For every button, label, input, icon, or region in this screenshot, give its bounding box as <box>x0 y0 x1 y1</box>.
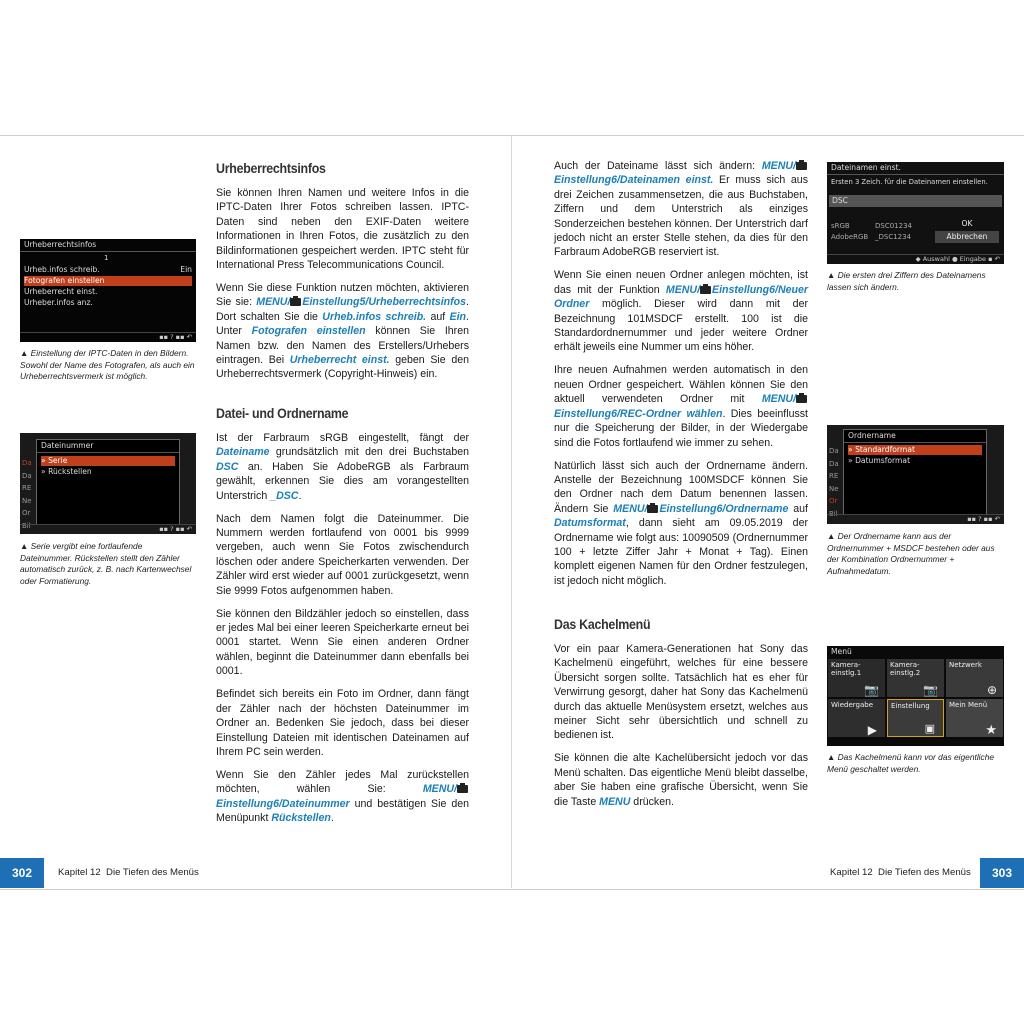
preview-value: _DSC1234 <box>875 233 912 241</box>
filename-screenshot <box>827 162 1004 264</box>
tile-menu-screenshot <box>827 646 1004 746</box>
caption: ▲ Einstellung der IPTC-Daten in den Bildern. Sowohl der Name des Fotografen, als auch ein Urheberrechtsvermerk ist möglich. <box>20 348 195 382</box>
running-footer: Kapitel 12 Die Tiefen des Menüs <box>58 867 199 878</box>
screen-footer: ◆ Auswahl ● Eingabe ▪ ↶ <box>827 254 1004 264</box>
caption: ▲ Die ersten drei Ziffern des Dateinamens lassen sich ändern. <box>827 270 986 292</box>
caption: ▲ Der Ordnername kann aus der Ordnernummer + MSDCF bestehen oder aus der Kombination Ordnernummer + Aufnahmedatum. <box>827 531 995 576</box>
background-menu: Da Da RE Ne Or Bil <box>22 459 32 530</box>
camera-icon: 📷 <box>923 683 938 697</box>
tile-camera-2: Kamera-einstlg.2 📷 <box>887 659 944 697</box>
menu-item: Urheb.infos schreib. Ein <box>24 265 192 274</box>
preview-row: AdobeRGB <box>831 233 869 241</box>
toolbox-icon <box>796 162 807 170</box>
screen-footer: ▪▪ ? ▪▪ ↶ <box>20 524 196 534</box>
page-indicator: 1 <box>104 254 109 262</box>
paragraph: Auch der Dateiname lässt sich ändern: MENU/Einstellung6/Dateinamen einst. Er muss sich aus drei Zeichen zusammensetzen, die aus Buchstaben, Ziffern und dem Unterstrich als einziges Sonderzeichen bestehen können. Der Unterstrich darf jedoch nicht an erster Stelle stehen, da dies für den Farbraum AdobeRGB reserviert ist. <box>554 160 808 259</box>
tile-playback: Wiedergabe ▶ <box>828 699 885 737</box>
section-heading: Das Kachelmenü <box>554 617 651 632</box>
running-footer: Kapitel 12 Die Tiefen des Menüs <box>830 867 971 878</box>
text-column <box>216 186 469 390</box>
toolbox-icon <box>457 785 468 793</box>
paragraph: Sie können die alte Kachelübersicht jedoch vor das Menü schalten. Das eigentliche Menü bleibt dasselbe, aber Sie haben eine grafische Übersicht, wenn Sie die Taste MENU drücken. <box>554 752 808 808</box>
paragraph: Nach dem Namen folgt die Dateinummer. Die Nummern werden fortlaufend von 0001 bis 9999 vergeben, auch wenn Sie Fotos zwischendurch löschen oder andere Speicherkarten verwenden. Der Zähler wird erst wieder auf 0001 zurückgesetzt, wenn Sie 9999 Fotos aufgenommen haben. <box>216 512 469 597</box>
name-field: DSC <box>829 195 1002 207</box>
toolbox-icon <box>290 298 301 306</box>
hint-text: Ersten 3 Zeich. für die Dateinamen einstellen. <box>831 178 988 186</box>
globe-icon: ⊕ <box>986 683 997 697</box>
screen-footer: ▪▪ ? ▪▪ ↶ <box>20 332 196 342</box>
background-menu: Da Da RE Ne Or Bil <box>829 447 839 518</box>
menu-item: Urheber.infos anz. <box>24 298 93 307</box>
tile-my-menu: Mein Menü ★ <box>946 699 1003 737</box>
text-column <box>554 159 808 597</box>
menu-item-selected: Fotografen einstellen <box>24 276 192 286</box>
page-number: 303 <box>980 858 1024 888</box>
paragraph: Befindet sich bereits ein Foto im Ordner, dann fängt der Zähler nach der höchsten Dateinummer im Ordner an. Bedenken Sie jedoch, dass bei dieser Einstellung Dateien mit identischen Dateinamen auf Ihrem PC sein werden. <box>216 688 469 758</box>
ok-button: OK <box>961 219 973 228</box>
caption: ▲ Das Kachelmenü kann vor das eigentliche Menü geschaltet werden. <box>827 752 995 774</box>
paragraph: Ist der Farbraum sRGB eingestellt, fängt der Dateiname grundsätzlich mit den drei Buchstaben DSC an. Haben Sie AdobeRGB als Farbraum gewählt, erkennen Sie dies am vorangestellten Unterstrich _DSC. <box>216 432 469 502</box>
right-page <box>512 135 1024 888</box>
caption: ▲ Serie vergibt eine fortlaufende Dateinummer. Rückstellen stellt den Zähler automatisch zurück, z. B. nach Kartenwechsel oder Formatierung. <box>20 541 192 586</box>
section-heading: Datei- und Ordnername <box>216 406 349 421</box>
play-icon: ▶ <box>867 723 877 737</box>
text-column <box>216 431 469 834</box>
option: » Rückstellen <box>41 467 92 476</box>
popup-dialog <box>36 439 180 525</box>
toolbox-icon <box>647 505 658 513</box>
iptc-menu-screenshot <box>20 239 196 342</box>
paragraph: Wenn Sie diese Funktion nutzen möchten, aktivieren Sie sie: MENU/ Einstellung5/Urheberrechtsinfos. Dort schalten Sie die Urheb.infos schreib. auf Ein. Unter Fotografen einstellen können Sie Ihren Namen bzw. den Namen des Erstellers/Urhebers eintragen. Bei Urheberrecht einst. geben Sie den Urheberrechtsvermerk (Copyright-Hinweis) ein. <box>216 282 469 381</box>
folder-name-screenshot <box>827 425 1004 524</box>
paragraph: Sie können den Bildzähler jedoch so einstellen, dass er jedes Mal bei einer leeren Speicherkarte erneut bei 0001 startet. Wenn Sie einen anderen Ordner wählen, beginnt die Dateinummer dann ebenfalls bei 0001. <box>216 607 469 678</box>
camera-icon: 📷 <box>864 683 879 697</box>
paragraph: Wenn Sie einen neuen Ordner anlegen möchten, ist das mit der Funktion MENU/ Einstellung6/Neuer Ordner möglich. Dieser wird dann mit der Bezeichnung 101MSDCF erstellt. 100 ist die Standardordnernummer und jeder weitere Ordner erhält jeweils eine Nummer um eins höher. <box>554 269 808 354</box>
option-selected: » Standardformat <box>848 445 982 455</box>
screen-title: Dateinamen einst. <box>827 162 1004 175</box>
toolbox-icon <box>700 286 711 294</box>
page-number: 302 <box>0 858 44 888</box>
screen-footer: ▪▪ ? ▪▪ ↶ <box>827 514 1004 524</box>
paragraph: Natürlich lässt sich auch der Ordnername ändern. Anstelle der Bezeichnung 100MSDCF können Sie den Ordner nach dem Datum benennen lassen. Ändern Sie MENU/ Einstellung6/Ordnername auf Datumsformat, dann sieht am 09.05.2019 der Ordnername wie folgt aus: 10090509 (Ordnernummer 100 + letzte Ziffer Jahr + Monat + Tag). Einen komplett eigenen Namen für den Ordner festzulegen, ist jedoch nicht möglich. <box>554 459 808 587</box>
popup-title: Dateinummer <box>37 440 179 453</box>
section-heading: Urheberrechtsinfos <box>216 161 326 176</box>
file-number-screenshot <box>20 433 196 534</box>
tile-network: Netzwerk ⊕ <box>946 659 1003 697</box>
popup-title: Ordnername <box>844 430 986 443</box>
toolbox-icon <box>796 395 807 403</box>
tile-camera-1: Kamera-einstlg.1 📷 <box>828 659 885 697</box>
menu-item: Urheberrecht einst. <box>24 287 98 296</box>
cancel-button: Abbrechen <box>935 231 999 243</box>
preview-value: DSC01234 <box>875 222 912 230</box>
text-column <box>554 642 808 818</box>
toolbox-icon: ▣ <box>924 722 935 735</box>
paragraph: Vor ein paar Kamera-Generationen hat Sony das Kachelmenü eingeführt, welches für eine bessere Übersicht sorgen sollte. Tatsächlich hat es eher für Verwirrung gesorgt, daher hat Sony das Kachelmenü durch das aktuelle Menüsystem ersetzt, welches aus meiner Sicht sehr übersichtlich und schnell zu bedienen ist. <box>554 643 808 742</box>
popup-dialog <box>843 429 987 515</box>
tile-setup: Einstellung ▣ <box>887 699 944 737</box>
option: » Datumsformat <box>848 456 911 465</box>
paragraph: Wenn Sie den Zähler jedes Mal zurückstellen möchten, wählen Sie: MENU/Einstellung6/Dateinummer und bestätigen Sie den Menüpunkt Rückstellen. <box>216 768 469 825</box>
screen-title: Menü <box>831 647 852 656</box>
screen-title: Urheberrechtsinfos <box>20 239 196 252</box>
option-selected: » Serie <box>41 456 175 466</box>
preview-row: sRGB <box>831 222 850 230</box>
star-icon: ★ <box>985 723 997 738</box>
left-page <box>0 135 511 888</box>
paragraph: Ihre neuen Aufnahmen werden automatisch in den neuen Ordner gespeichert. Wählen können Sie den aktuell verwendeten Ordner mit MENU/Einstellung6/REC-Ordner wählen. Dies beeinflusst nur die Speicherung der Bilder, in der Wiedergabe sind die Fotos fortlaufend wie immer zu sehen. <box>554 364 808 449</box>
paragraph: Sie können Ihren Namen und weitere Infos in die IPTC-Daten Ihrer Fotos schreiben lassen. IPTC-Daten sind neben den EXIF-Daten weitere Informationen in Ihren Fotos, die zusätzlich zu den Bildinformationen gespeichert werden. IPTC steht für International Press Telecommunications Council. <box>216 187 469 272</box>
